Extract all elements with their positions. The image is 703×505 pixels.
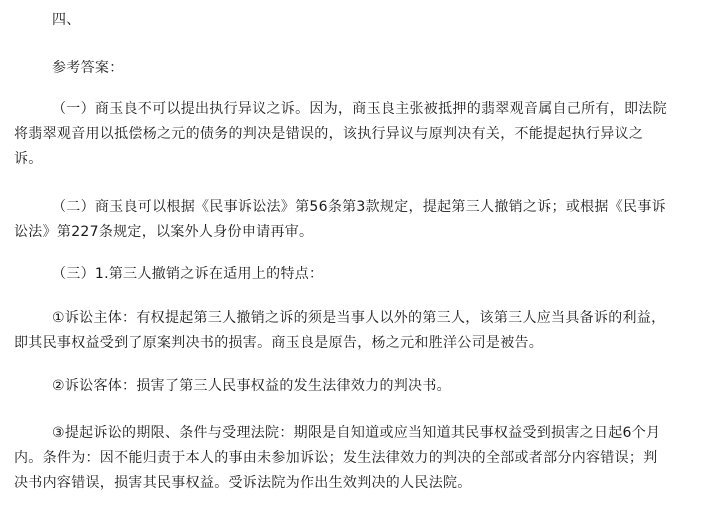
- answer-paragraph-2: [14, 195, 694, 245]
- section-number-text: 四、: [52, 12, 81, 28]
- paragraph-line: 诉。: [14, 151, 43, 167]
- paragraph-line: 将翡翠观音用以抵偿杨之元的债务的判决是错误的，该执行异议与原判决有关，不能提起执行异议之: [14, 126, 644, 142]
- answer-heading: [52, 56, 703, 81]
- paragraph-line: （三）1.第三人撤销之诉在适用上的特点：: [52, 266, 324, 282]
- paragraph-line: 决书内容错误，损害其民事权益。受诉法院为作出生效判决的人民法院。: [14, 475, 472, 491]
- paragraph-line: （一）商玉良不可以提出执行异议之诉。因为，商玉良主张被抵押的翡翠观音属自己所有，即法院: [52, 101, 667, 117]
- paragraph-line: ③提起诉讼的期限、条件与受理法院：期限是自知道或应当知道其民事权益受到损害之日起6个月: [52, 425, 661, 441]
- paragraph-line: ②诉讼客体：损害了第三人民事权益的发生法律效力的判决书。: [52, 378, 451, 394]
- answer-paragraph-6: [14, 421, 694, 496]
- paragraph-line: （二）商玉良可以根据《民事诉讼法》第56条第3款规定，提起第三人撤销之诉；或根据《民事诉: [52, 199, 666, 215]
- answer-paragraph-3: [14, 262, 694, 287]
- paragraph-line: 即其民事权益受到了原案判决书的损害。商玉良是原告，杨之元和胜洋公司是被告。: [14, 335, 544, 351]
- answer-paragraph-5: [14, 374, 694, 399]
- paragraph-line: 讼法》第227条规定，以案外人身份申请再审。: [14, 224, 314, 240]
- answer-heading-text: 参考答案：: [52, 60, 124, 76]
- answer-paragraph-4: [14, 306, 694, 356]
- section-number: [52, 8, 703, 33]
- answer-paragraph-1: [14, 97, 694, 172]
- paragraph-line: ①诉讼主体：有权提起第三人撤销之诉的须是当事人以外的第三人，该第三人应当具备诉的利益，: [52, 310, 666, 326]
- paragraph-line: 内。条件为：因不能归责于本人的事由未参加诉讼；发生法律效力的判决的全部或者部分内容错误；判: [14, 450, 658, 466]
